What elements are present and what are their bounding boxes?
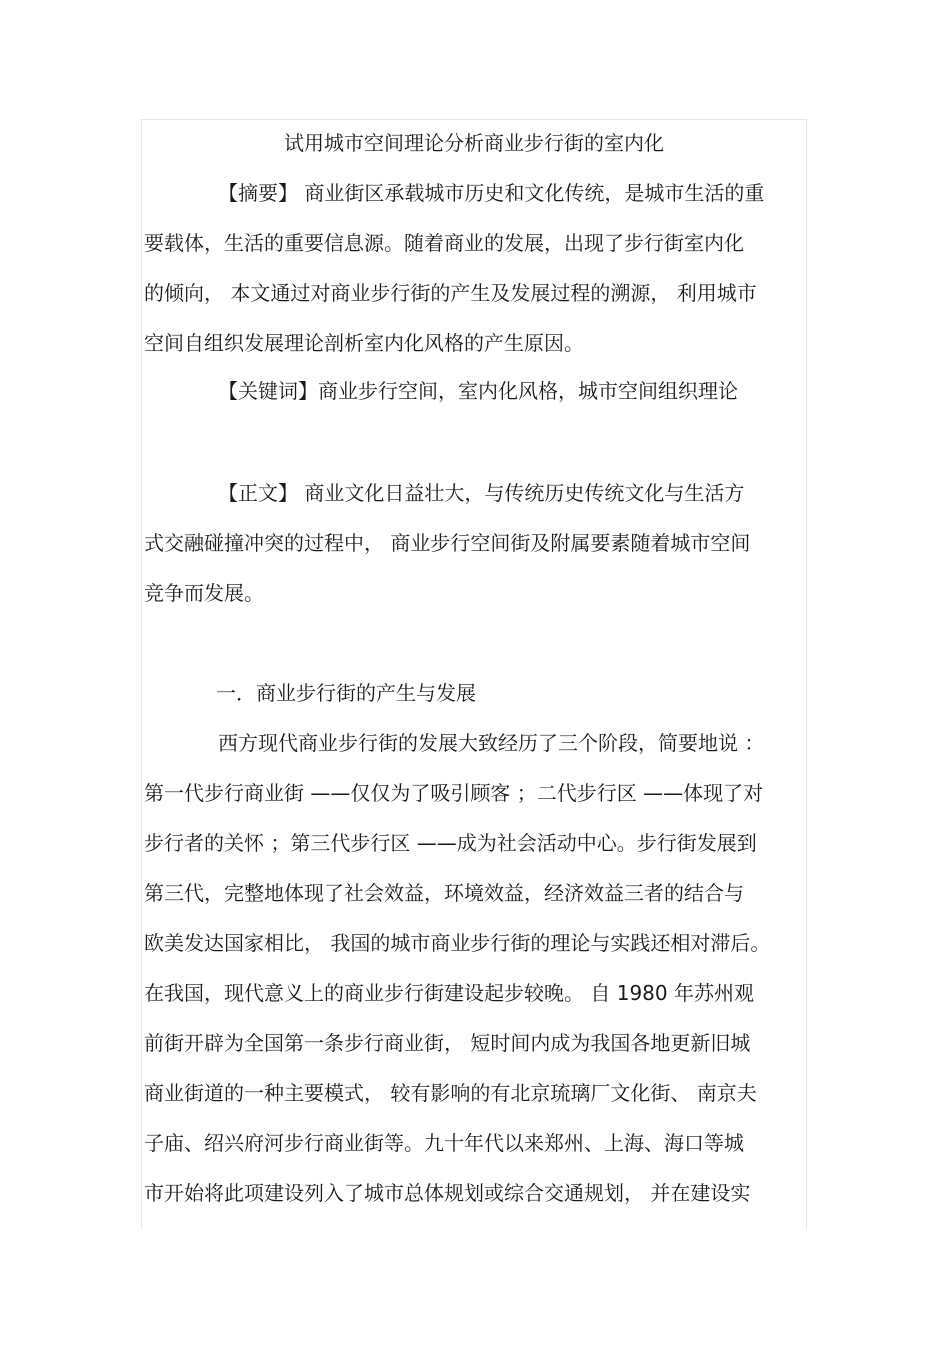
body-line-1: 【正文】 商业文化日益壮大，与传统历史传统文化与生活方: [218, 481, 745, 505]
section-line-8: 商业街道的一种主要模式， 较有影响的有北京琉璃厂文化街、 南京夫: [144, 1081, 757, 1105]
section-line-7: 前街开辟为全国第一条步行商业街， 短时间内成为我国各地更新旧城: [144, 1031, 751, 1055]
section-line-10: 市开始将此项建设列入了城市总体规划或综合交通规划， 并在建设实: [144, 1181, 751, 1205]
section-line-1: 西方现代商业步行街的发展大致经历了三个阶段，简要地说 ：: [218, 731, 765, 755]
section-heading: 一．商业步行街的产生与发展: [216, 681, 476, 705]
abstract-line-4: 空间自组织发展理论剖析室内化风格的产生原因。: [144, 331, 584, 355]
section-line-6: 在我国，现代意义上的商业步行街建设起步较晚。 自 1980 年苏州观: [144, 981, 754, 1005]
section-line-3: 步行者的关怀 ；第三代步行区 ——成为社会活动中心。步行街发展到: [144, 831, 757, 855]
abstract-line-1: 【摘要】 商业街区承载城市历史和文化传统，是城市生活的重: [218, 181, 765, 205]
section-line-5: 欧美发达国家相比， 我国的城市商业步行街的理论与实践还相对滞后。: [144, 931, 771, 955]
body-line-2: 式交融碰撞冲突的过程中， 商业步行空间街及附属要素随着城市空间: [144, 531, 751, 555]
section-line-4: 第三代，完整地体现了社会效益，环境效益，经济效益三者的结合与: [144, 881, 744, 905]
abstract-line-3: 的倾向， 本文通过对商业步行街的产生及发展过程的溯源， 利用城市: [144, 281, 757, 305]
keywords-line: 【关键词】商业步行空间，室内化风格，城市空间组织理论: [218, 379, 738, 403]
section-line-9: 子庙、绍兴府河步行商业街等。九十年代以来郑州、上海、海口等城: [144, 1131, 744, 1155]
document-title: 试用城市空间理论分析商业步行街的室内化: [284, 131, 664, 155]
section-line-2: 第一代步行商业街 ——仅仅为了吸引顾客 ；二代步行区 ——体现了对: [144, 781, 764, 805]
body-line-3: 竞争而发展。: [144, 581, 264, 605]
abstract-line-2: 要载体，生活的重要信息源。随着商业的发展，出现了步行街室内化: [144, 231, 744, 255]
